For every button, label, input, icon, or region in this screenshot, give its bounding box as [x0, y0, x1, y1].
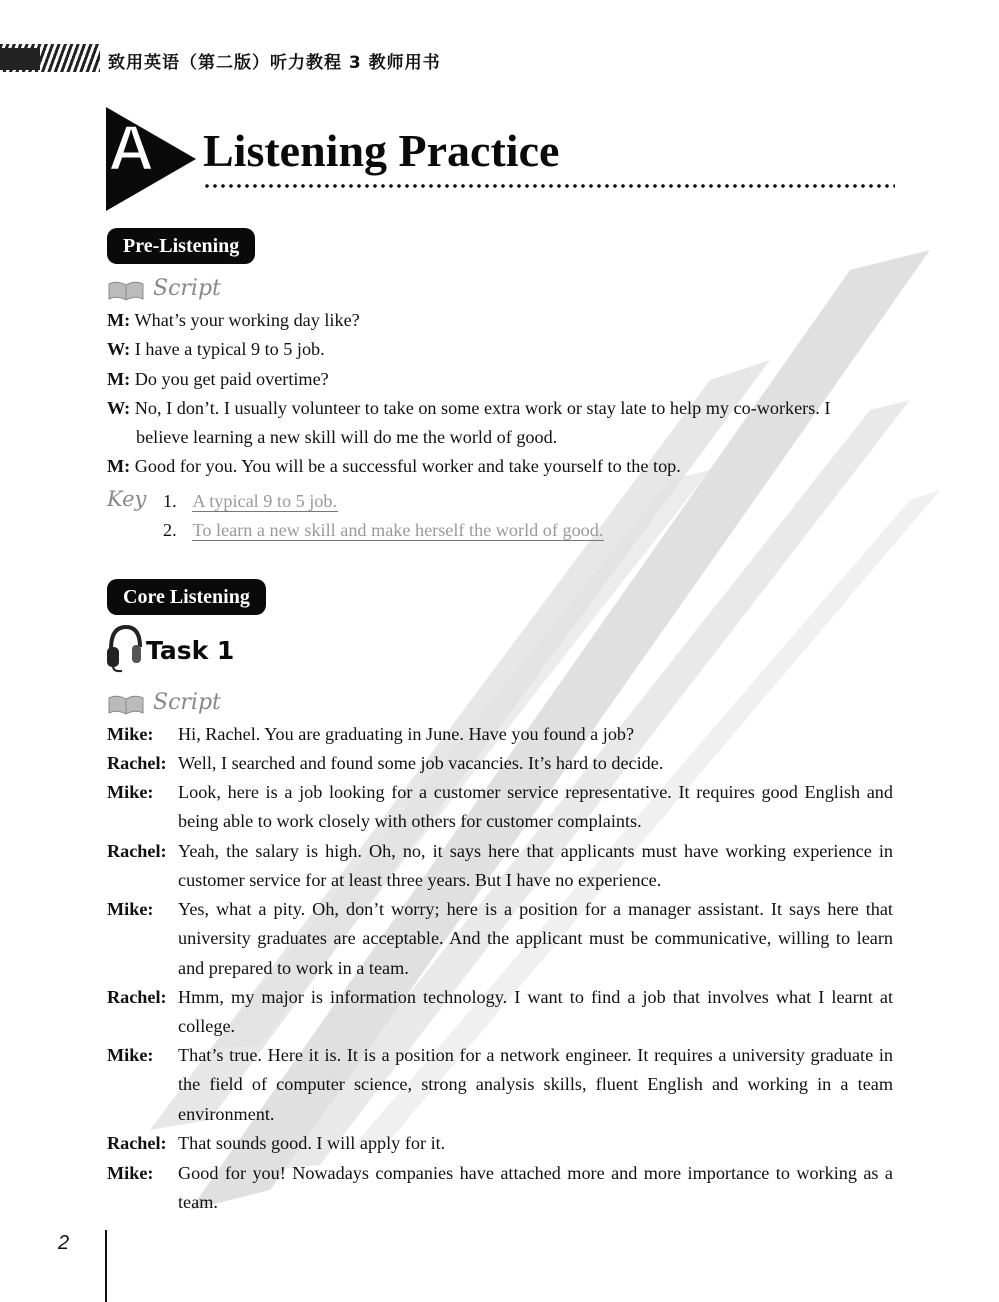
core-listening-script-label — [107, 690, 221, 715]
key-number: 1. — [163, 491, 177, 511]
running-header-title: 致用英语（第二版）听力教程 3 教师用书 — [108, 53, 441, 73]
utterance: Hmm, my major is information technology. I want to find a job that involves what I learnt at college. — [178, 987, 893, 1037]
key-answer-text: A typical 9 to 5 job. — [192, 491, 338, 511]
utterance-continuation: believe learning a new skill will do me the world of good. — [136, 427, 558, 448]
speaker: M: — [107, 456, 131, 476]
dialog-line — [107, 1129, 893, 1158]
speaker: Mike: — [107, 782, 154, 802]
utterance: I have a typical 9 to 5 job. — [134, 339, 325, 359]
task-heading — [106, 623, 234, 678]
headphones-icon — [106, 623, 142, 678]
key-answer — [163, 516, 604, 545]
page-number: 2 — [58, 1232, 70, 1254]
key-number: 2. — [163, 520, 177, 540]
dialog-line — [107, 895, 893, 983]
footer-vertical-rule — [105, 1230, 107, 1302]
speaker: Mike: — [107, 899, 154, 919]
key-answer — [163, 487, 338, 516]
dialog-line — [107, 749, 893, 778]
speaker: Rachel: — [107, 987, 167, 1007]
dialog-line — [107, 1159, 893, 1218]
script-heading: Script — [153, 276, 221, 301]
utterance: Look, here is a job looking for a customer service representative. It requires good English and being able to work closely with others for customer complaints. — [178, 782, 893, 832]
key-label: Key — [107, 487, 147, 511]
utterance: Yeah, the salary is high. Oh, no, it says here that applicants must have working experience in customer service for at least three years. But I have no experience. — [178, 841, 893, 891]
speaker: M: — [107, 310, 131, 330]
dialog-line — [107, 365, 893, 394]
utterance: Yes, what a pity. Oh, don’t worry; here is a position for a manager assistant. It says here that university graduates are acceptable. And the applicant must be communicative, willing to learn and prepared to work in a team. — [178, 899, 893, 978]
dialog-line — [107, 335, 893, 364]
speaker: Mike: — [107, 724, 154, 744]
utterance: That’s true. Here it is. It is a position for a network engineer. It requires a university graduate in the field of computer science, strong analysis skills, fluent English and working in a team environment. — [178, 1045, 893, 1124]
key-answer-text: To learn a new skill and make herself the world of good. — [192, 520, 604, 540]
speaker: Rachel: — [107, 841, 167, 861]
header-stripe-decoration — [0, 44, 100, 72]
utterance: Do you get paid overtime? — [134, 369, 329, 389]
utterance: Well, I searched and found some job vacancies. It’s hard to decide. — [178, 753, 664, 773]
pre-listening-script-label — [107, 276, 221, 301]
section-title: Listening Practice — [203, 125, 560, 176]
dialog-line — [107, 837, 893, 896]
dialog-line — [107, 452, 893, 481]
speaker: M: — [107, 369, 131, 389]
utterance: Good for you. You will be a successful worker and take yourself to the top. — [134, 456, 681, 476]
utterance: Good for you! Nowadays companies have attached more and more importance to working as a team. — [178, 1163, 893, 1213]
open-book-icon — [107, 692, 145, 714]
section-letter: A — [108, 112, 155, 184]
dotted-rule — [203, 182, 895, 190]
dialog-line — [107, 983, 893, 1042]
utterance: That sounds good. I will apply for it. — [178, 1133, 446, 1153]
speaker: Mike: — [107, 1163, 154, 1183]
utterance: What’s your working day like? — [134, 310, 360, 330]
task-title: Task 1 — [146, 636, 235, 665]
speaker: Rachel: — [107, 1133, 167, 1153]
dialog-line — [107, 306, 893, 335]
core-listening-label: Core Listening — [107, 579, 266, 615]
speaker: W: — [107, 339, 131, 359]
utterance: No, I don’t. I usually volunteer to take on some extra work or stay late to help my co-workers. I — [134, 398, 831, 418]
speaker: Mike: — [107, 1045, 154, 1065]
utterance: Hi, Rachel. You are graduating in June. Have you found a job? — [178, 724, 635, 744]
dialog-line — [107, 1041, 893, 1129]
dialog-line — [107, 394, 893, 453]
script-heading: Script — [153, 690, 221, 715]
speaker: W: — [107, 398, 131, 418]
open-book-icon — [107, 278, 145, 300]
dialog-line — [107, 720, 893, 749]
speaker: Rachel: — [107, 753, 167, 773]
dialog-line — [107, 778, 893, 837]
pre-listening-label: Pre-Listening — [107, 228, 255, 264]
